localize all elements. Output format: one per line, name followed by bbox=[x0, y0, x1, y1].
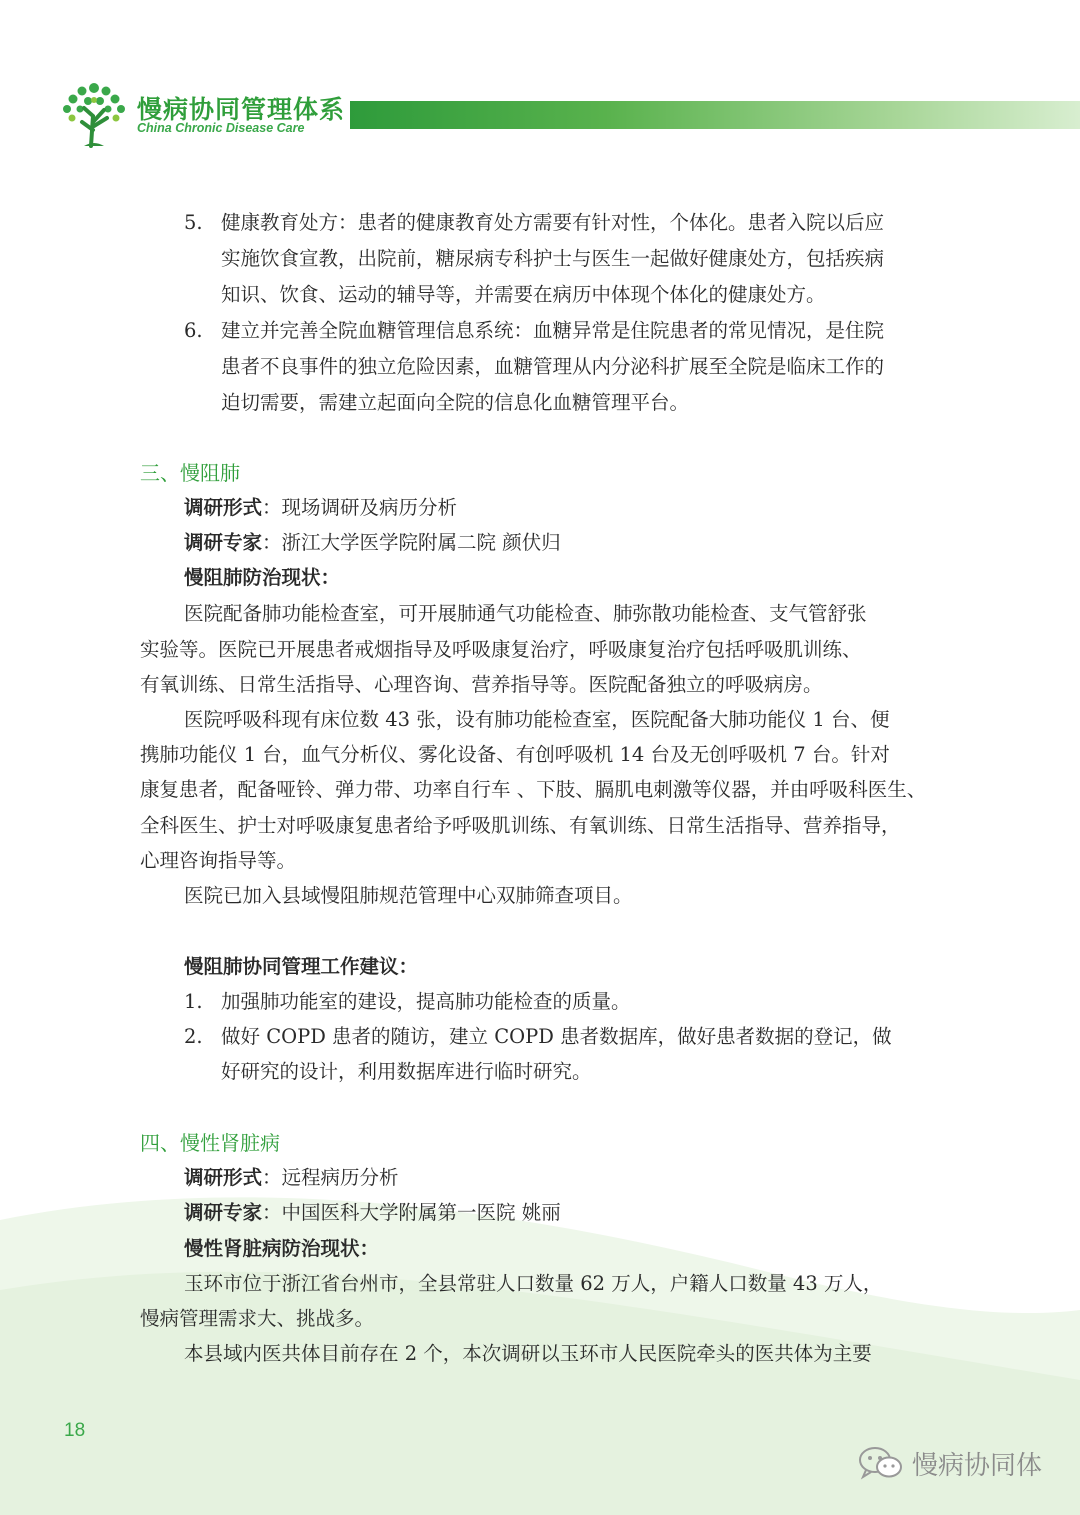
watermark bbox=[858, 1443, 1042, 1483]
research-expert-value: ：中国医科大学附属第一医院 姚丽 bbox=[262, 1201, 561, 1224]
research-form-line bbox=[184, 493, 457, 523]
advice-heading: 慢阻肺协同管理工作建议： bbox=[184, 955, 419, 978]
paragraph-line: 有氧训练、日常生活指导、心理咨询、营养指导等。医院配备独立的呼吸病房。 bbox=[140, 673, 823, 696]
list-item-line: 好研究的设计，利用数据库进行临时研究。 bbox=[221, 1060, 592, 1083]
watermark-text: 慢病协同体 bbox=[912, 1450, 1043, 1481]
list-item-line: 知识、饮食、运动的辅导等，并需要在病历中体现个体化的健康处方。 bbox=[221, 283, 826, 306]
research-form-label: 调研形式 bbox=[184, 1166, 263, 1189]
research-form-line bbox=[184, 1163, 399, 1193]
list-number: 5. bbox=[184, 211, 203, 234]
list-item-line: 实施饮食宣教，出院前，糖尿病专科护士与医生一起做好健康处方，包括疾病 bbox=[221, 247, 885, 270]
research-form-label: 调研形式 bbox=[184, 496, 263, 519]
page-number: 18 bbox=[64, 1420, 86, 1441]
paragraph-line: 心理咨询指导等。 bbox=[140, 849, 297, 872]
paragraph-line: 携肺功能仪 1 台，血气分析仪、雾化设备、有创呼吸机 14 台及无创呼吸机 7 台。针对 bbox=[140, 743, 890, 766]
list-number: 1. bbox=[184, 990, 203, 1013]
research-form-value: ：现场调研及病历分析 bbox=[262, 496, 458, 519]
wechat-icon bbox=[858, 1446, 904, 1480]
research-expert-value: ：浙江大学医学院附属二院 颜伏归 bbox=[262, 531, 561, 554]
list-item-line: 做好 COPD 患者的随访，建立 COPD 患者数据库，做好患者数据的登记，做 bbox=[221, 1025, 892, 1048]
list-number: 6. bbox=[184, 319, 203, 342]
section-title-copd: 三、慢阻肺 bbox=[140, 461, 240, 485]
list-item-line: 迫切需要，需建立起面向全院的信息化血糖管理平台。 bbox=[221, 391, 690, 414]
list-number: 2. bbox=[184, 1025, 203, 1048]
section-title-ckd: 四、慢性肾脏病 bbox=[140, 1131, 280, 1155]
research-expert-line bbox=[184, 1198, 561, 1228]
list-item-line: 加强肺功能室的建设，提高肺功能检查的质量。 bbox=[221, 990, 631, 1013]
page-header bbox=[0, 0, 1080, 170]
research-expert-label: 调研专家 bbox=[184, 531, 263, 554]
paragraph-line: 本县域内医共体目前存在 2 个，本次调研以玉环市人民医院牵头的医共体为主要 bbox=[184, 1342, 872, 1365]
paragraph-line: 康复患者，配备哑铃、弹力带、功率自行车 、下肢、膈肌电刺激等仪器，并由呼吸科医生、 bbox=[140, 778, 927, 801]
list-item-line: 建立并完善全院血糖管理信息系统：血糖异常是住院患者的常见情况，是住院 bbox=[221, 319, 885, 342]
paragraph-line: 实验等。医院已开展患者戒烟指导及呼吸康复治疗，呼吸康复治疗包括呼吸肌训练、 bbox=[140, 638, 862, 661]
list-item-line: 患者不良事件的独立危险因素，血糖管理从内分泌科扩展至全院是临床工作的 bbox=[221, 355, 885, 378]
paragraph-line: 医院配备肺功能检查室，可开展肺通气功能检查、肺弥散功能检查、支气管舒张 bbox=[184, 602, 867, 625]
paragraph-line: 医院呼吸科现有床位数 43 张，设有肺功能检查室，医院配备大肺功能仪 1 台、便 bbox=[184, 708, 890, 731]
tree-logo-icon bbox=[58, 78, 130, 150]
logo-title-en: China Chronic Disease Care bbox=[137, 121, 305, 135]
research-expert-line bbox=[184, 528, 561, 558]
research-expert-label: 调研专家 bbox=[184, 1201, 263, 1224]
research-form-value: ：远程病历分析 bbox=[262, 1166, 399, 1189]
paragraph-line: 全科医生、护士对呼吸康复患者给予呼吸肌训练、有氧训练、日常生活指导、营养指导， bbox=[140, 814, 901, 837]
paragraph-line: 玉环市位于浙江省台州市，全县常驻人口数量 62 万人，户籍人口数量 43 万人， bbox=[184, 1272, 883, 1295]
paragraph-line: 慢病管理需求大、挑战多。 bbox=[140, 1307, 375, 1330]
status-heading: 慢性肾脏病防治现状： bbox=[184, 1237, 380, 1260]
logo-title-cn: 慢病协同管理体系 bbox=[137, 95, 346, 124]
status-heading: 慢阻肺防治现状： bbox=[184, 566, 341, 589]
paragraph-line: 医院已加入县域慢阻肺规范管理中心双肺筛查项目。 bbox=[184, 884, 633, 907]
header-gradient-bar bbox=[350, 101, 1080, 129]
list-item-line: 健康教育处方：患者的健康教育处方需要有针对性，个体化。患者入院以后应 bbox=[221, 211, 885, 234]
